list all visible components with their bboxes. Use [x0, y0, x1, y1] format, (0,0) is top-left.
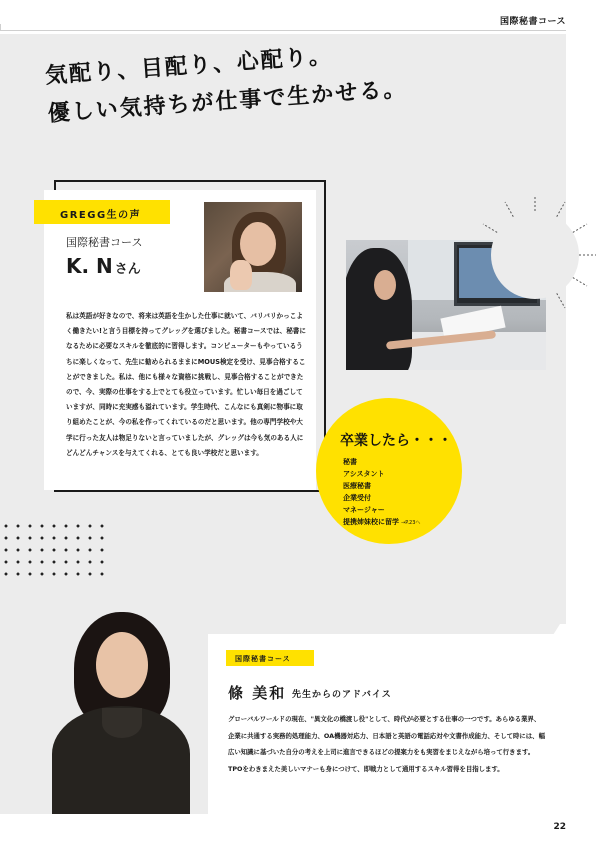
advisor-subtitle: 先生からのアドバイス [292, 690, 392, 700]
student-photo [204, 202, 302, 292]
student-voice-tag: GREGG生の声 [34, 200, 170, 224]
student-honorific: さん [114, 262, 141, 277]
career-title: 卒業したら・・・ [340, 433, 452, 449]
page-number: 22 [553, 822, 566, 832]
header-rule [0, 30, 566, 31]
photo-teacher-collar [102, 708, 142, 738]
career-item: 提携姉妹校に留学 →P.23へ [343, 518, 421, 526]
dot-pattern-decoration [0, 520, 106, 582]
student-name-text: K. N [66, 254, 113, 278]
photo-person-face [374, 270, 396, 300]
headline-line-2: 優しい気持ちが仕事で生かせる。 [47, 76, 408, 127]
teacher-photo [52, 610, 190, 814]
page-reference: →P.23へ [401, 520, 421, 526]
photo-teacher-face [96, 632, 148, 698]
student-testimonial: 私は英語が好きなので、将来は英語を生かした仕事に就いて、バリバリかっこよく働きたい!と言う目標を持ってグレッグを選びました。秘書コースでは、秘書になるために必要なスキルを徹底的に習得します。コンピューターもやっているうちに楽しくなって、先生に勧められるままにMOUS検定を受け、見事合格することができました。私は、他にも様々な資格に挑戦し、見事合格することができたので、今、実際の仕事をする上でとても役立っています。忙しい毎日を過ごしていますが、同時に充実感も溢れています。学生時代、こんなにも真剣に物事に取り組めたことが、今の私を作ってくれているのだと思います。他の専門学校や大学に行った友人は物足りないと言っていましたが、グレッグは今も気のある人にどんどんチャンスを与えてくれる、とても良い学校だと思います。 [66, 312, 306, 457]
sunburst-decoration [470, 190, 600, 320]
advisor-name: 條 美和 [228, 684, 287, 702]
headline-line-1: 気配り、目配り、心配り。 [44, 43, 334, 89]
photo-hand [230, 260, 252, 290]
career-item: マネージャー [343, 506, 385, 514]
career-list [343, 456, 420, 529]
photo-person [346, 248, 412, 370]
career-item: 企業受付 [343, 494, 371, 502]
advisor-advice: グローバルワールドの現在、"異文化の橋渡し役"として、時代が必要とする仕事の一つです。あらゆる業界、企業に共通する実務的処理能力、OA機器対応力、日本語と英語の電話応対や文書作成能力、そして時には、幅広い知識に基づいた自分の考えを上司に進言できるほどの提案力をも実習をまじえながら培って行きます。TPOをわきまえた美しいマナーも身につけて、即戦力として通用するスキル習得を目指します。 [228, 715, 545, 773]
advisor-course-tag: 国際秘書コース [226, 650, 314, 666]
student-name [66, 254, 141, 278]
career-item: アシスタント [343, 470, 385, 478]
section-label: 国際秘書コース [499, 17, 566, 27]
career-item: 医療秘書 [343, 482, 371, 490]
career-item: 秘書 [343, 458, 357, 466]
student-course: 国際秘書コース [66, 236, 143, 249]
